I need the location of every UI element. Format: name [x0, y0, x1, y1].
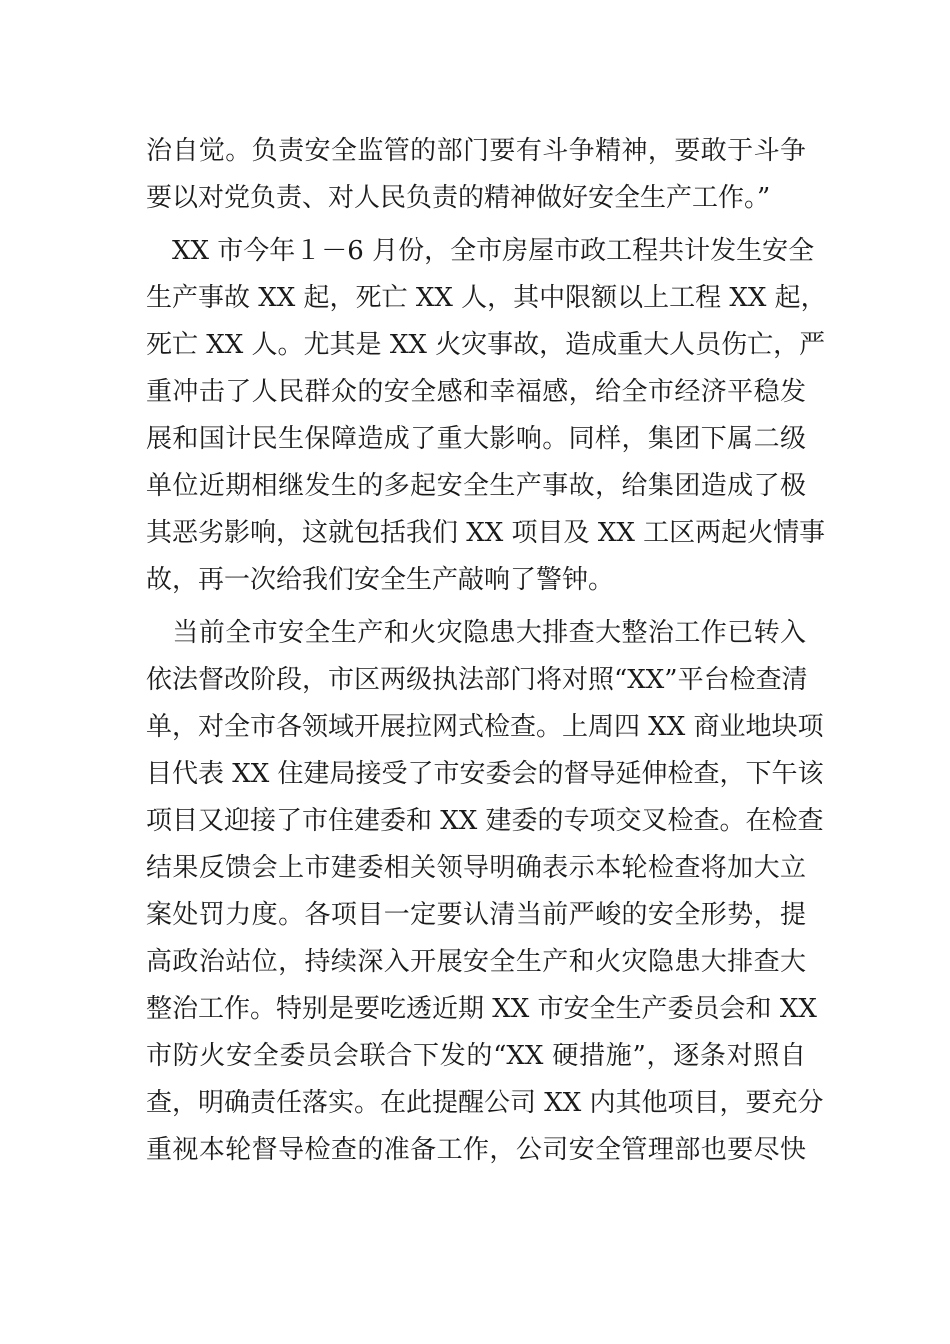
text-line: 治自觉。负责安全监管的部门要有斗争精神，要敢于斗争 [146, 136, 806, 166]
text-line: 单位近期相继发生的多起安全生产事故，给集团造成了极 [146, 471, 806, 501]
text-line: 死亡 XX 人。尤其是 XX 火灾事故，造成重大人员伤亡，严 [146, 330, 826, 360]
text-line: 重冲击了人民群众的安全感和幸福感，给全市经济平稳发 [146, 377, 806, 407]
paragraph-2 [146, 228, 827, 604]
text-line: 生产事故 XX 起，死亡 XX 人，其中限额以上工程 XX 起， [146, 283, 827, 313]
text-line: 单，对全市各领域开展拉网式检查。上周四 XX 商业地块项 [146, 712, 824, 742]
text-line: 高政治站位，持续深入开展安全生产和火灾隐患大排查大 [146, 947, 806, 977]
text-line: 展和国计民生保障造成了重大影响。同样，集团下属二级 [146, 424, 806, 454]
text-line: 当前全市安全生产和火灾隐患大排查大整治工作已转入 [146, 618, 806, 648]
text-line: 查，明确责任落实。在此提醒公司 XX 内其他项目，要充分 [146, 1088, 824, 1118]
paragraph-3 [146, 610, 824, 1174]
text-line: 案处罚力度。各项目一定要认清当前严峻的安全形势，提 [146, 900, 806, 930]
text-line: XX 市今年１－6 月份，全市房屋市政工程共计发生安全 [146, 236, 815, 266]
document-body [146, 128, 827, 1174]
text-line: 目代表 XX 住建局接受了市安委会的督导延伸检查，下午该 [146, 759, 824, 789]
text-line: 重视本轮督导检查的准备工作，公司安全管理部也要尽快 [146, 1135, 806, 1165]
text-line: 要以对党负责、对人民负责的精神做好安全生产工作。” [146, 183, 771, 213]
text-line: 其恶劣影响，这就包括我们 XX 项目及 XX 工区两起火情事 [146, 518, 826, 548]
paragraph-1 [146, 128, 806, 222]
text-line: 项目又迎接了市住建委和 XX 建委的专项交叉检查。在检查 [146, 806, 824, 836]
text-line: 结果反馈会上市建委相关领导明确表示本轮检查将加大立 [146, 853, 806, 883]
text-line: 市防火安全委员会联合下发的“XX 硬措施”，逐条对照自 [146, 1041, 806, 1071]
text-line: 依法督改阶段，市区两级执法部门将对照“XX”平台检查清 [146, 665, 808, 695]
text-line: 整治工作。特别是要吃透近期 XX 市安全生产委员会和 XX [146, 994, 817, 1024]
text-line: 故，再一次给我们安全生产敲响了警钟。 [146, 565, 615, 595]
